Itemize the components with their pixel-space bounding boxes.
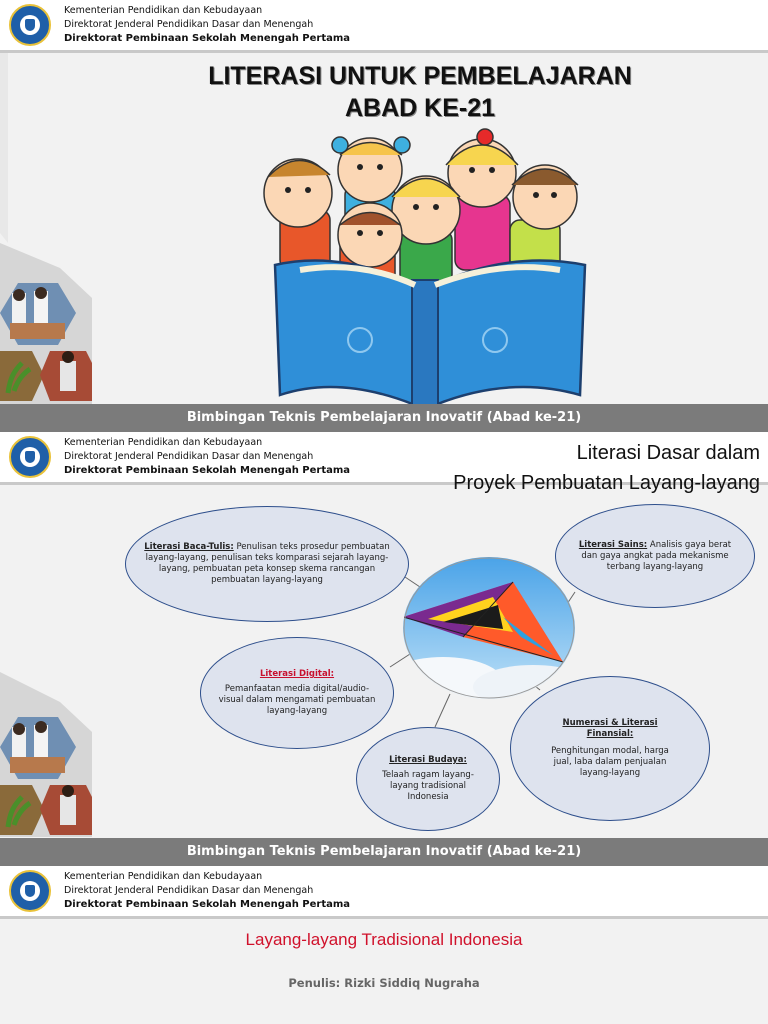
title-line-2: Proyek Pembuatan Layang-layang xyxy=(453,472,760,494)
slide-header xyxy=(0,0,768,50)
header-directorate: Direktorat Pembinaan Sekolah Menengah Pertama xyxy=(64,899,351,910)
header-divider xyxy=(0,50,768,53)
header-ministry: Kementerian Pendidikan dan Kebudayaan xyxy=(64,437,263,448)
slide-1-footer xyxy=(0,404,768,432)
header-ministry: Kementerian Pendidikan dan Kebudayaan xyxy=(64,871,263,882)
kids-reading-book-illustration xyxy=(240,125,620,405)
header-directorate-general: Direktorat Jenderal Pendidikan Dasar dan Menengah xyxy=(64,19,314,30)
bubble-literasi-digital xyxy=(200,637,394,749)
bubble-literasi-baca-tulis xyxy=(125,506,409,622)
header-directorate-general: Direktorat Jenderal Pendidikan Dasar dan Menengah xyxy=(64,885,314,896)
slide-1 xyxy=(0,0,768,432)
slide-1-title xyxy=(150,60,690,124)
bubble-title: Literasi Sains: xyxy=(578,539,648,550)
bubble-text: Analisis gaya berat dan gaya angkat pada mekanisme terbang layang-layang xyxy=(581,539,732,572)
bubble-numerasi-literasi-finansial xyxy=(510,676,710,821)
bubble-text: Penghitungan modal, harga jual, laba dalam penjualan layang-layang xyxy=(551,746,669,778)
header-ministry: Kementerian Pendidikan dan Kebudayaan xyxy=(64,5,263,16)
header-directorate: Direktorat Pembinaan Sekolah Menengah Pertama xyxy=(64,465,351,476)
bubble-literasi-budaya xyxy=(356,727,500,831)
bubble-title: Literasi Digital: xyxy=(259,669,335,679)
slide-3 xyxy=(0,866,768,1024)
title-line-1: Literasi Dasar dalam xyxy=(576,442,760,464)
bubble-text: Telaah ragam layang-layang tradisional Indonesia xyxy=(382,770,474,802)
bubble-title: Literasi Budaya: xyxy=(389,755,467,765)
bubble-text: Pemanfaatan media digital/audio-visual dalam mengamati pembuatan layang-layang xyxy=(218,684,376,716)
students-photo-hexagons xyxy=(0,283,92,408)
kite-photo xyxy=(403,557,575,699)
bubble-text: Penulisan teks prosedur pembuatan layang-layang, penulisan teks komparasi sejarah layang-layang, pembuatan peta konsep skema rancangan pembuatan layang-layang xyxy=(145,542,390,585)
slide-3-author: Penulis: Rizki Siddiq Nugraha xyxy=(288,976,480,990)
footer-text: Bimbingan Teknis Pembelajaran Inovatif (Abad ke-21) xyxy=(186,410,582,425)
header-directorate-general: Direktorat Jenderal Pendidikan Dasar dan Menengah xyxy=(64,451,314,462)
tut-wuri-handayani-logo xyxy=(9,4,51,46)
header-directorate: Direktorat Pembinaan Sekolah Menengah Pertama xyxy=(64,33,351,44)
bubble-title: Literasi Baca-Tulis: xyxy=(144,542,234,552)
slide-2 xyxy=(0,432,768,866)
bubble-title: Numerasi & Literasi Finansial: xyxy=(562,718,658,739)
title-line-1: LITERASI UNTUK PEMBELAJARAN xyxy=(208,62,632,90)
header-divider xyxy=(0,916,768,919)
tut-wuri-handayani-logo xyxy=(9,870,51,912)
slide-2-footer xyxy=(0,838,768,866)
slide-3-title: Layang-layang Tradisional Indonesia xyxy=(245,930,523,949)
title-line-2: ABAD KE-21 xyxy=(344,94,496,122)
bubble-literasi-sains xyxy=(555,504,755,608)
footer-text: Bimbingan Teknis Pembelajaran Inovatif (Abad ke-21) xyxy=(186,844,582,859)
slide-header xyxy=(0,866,768,916)
